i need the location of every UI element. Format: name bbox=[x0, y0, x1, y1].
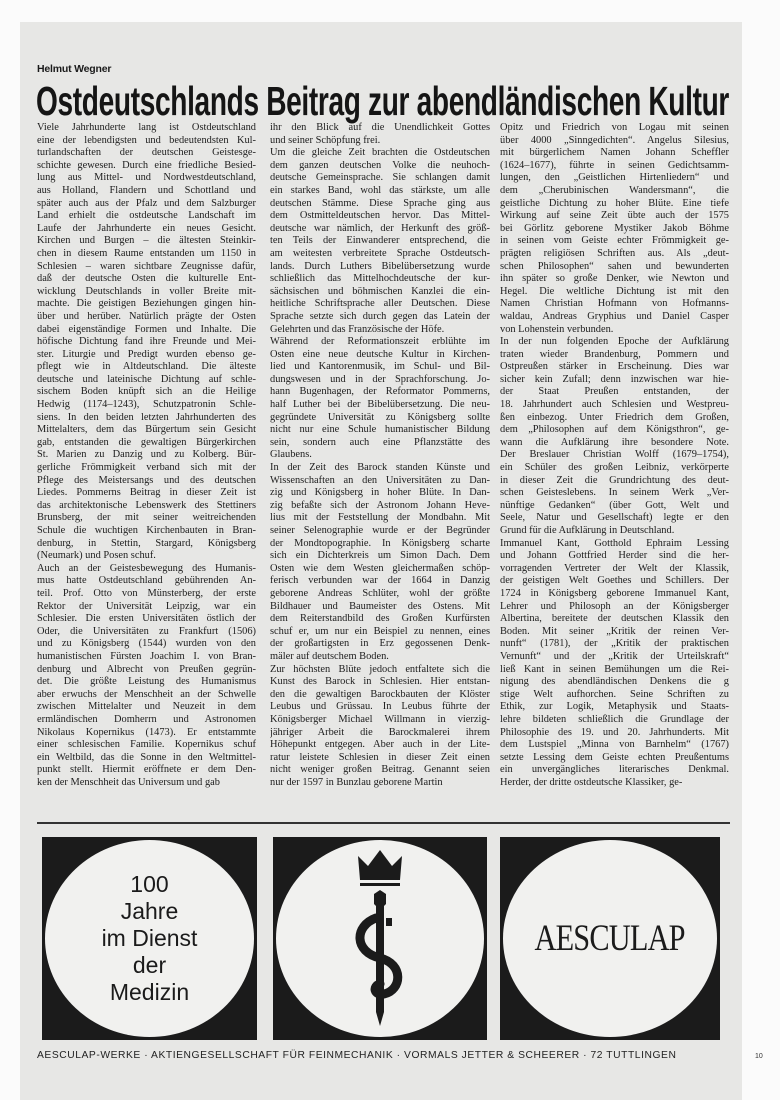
text-line: deutschen Stämme. Diese Sprache ging aus bbox=[270, 197, 490, 209]
text-line: dungswesen und in der Sprachforschung. Jo- bbox=[270, 373, 490, 385]
text-line: ein Schüler des großen Leibniz, verkörperte bbox=[500, 462, 729, 474]
text-line: deutsche Gemeinsprache. Sie schlangen damit bbox=[270, 172, 490, 184]
jubilee-line: Jahre bbox=[120, 898, 179, 924]
text-line: wann die Aufklärung ihre besondere Note. bbox=[500, 436, 729, 448]
text-line: Namen Christian Hofmann von Hofmanns- bbox=[500, 298, 729, 310]
text-line: Boden. Mit seiner „Kritik der reinen Ver- bbox=[500, 625, 729, 637]
ad-panel-brand bbox=[500, 837, 720, 1040]
ad-oval bbox=[45, 840, 254, 1037]
crowned-staff-serpent-icon bbox=[340, 844, 420, 1034]
text-line: lands. Durch Luthers Bibelübersetzung wurde bbox=[270, 260, 490, 272]
text-line: In der Zeit des Barock standen Künste und bbox=[270, 462, 490, 474]
text-line: ein Weltbild, das die Sonne in den Weltmittel- bbox=[37, 751, 256, 763]
page-number: 10 bbox=[755, 1053, 763, 1060]
text-line: lied und Kantorenmusik, im Schul- und Bil- bbox=[270, 361, 490, 373]
text-line: Während der Reformationszeit erblühte im bbox=[270, 336, 490, 348]
text-line: aus Holland, Flandern und Schottland und bbox=[37, 184, 256, 196]
brand-logo: AESCULAP bbox=[534, 918, 686, 959]
divider-rule bbox=[37, 822, 730, 824]
text-line: traten wieder Brandenburg, Pommern und bbox=[500, 348, 729, 360]
text-line: mit bürgerlichem Namen Johann Scheffler bbox=[500, 147, 729, 159]
text-line: schließlich das Mittelhochdeutsche der kur- bbox=[270, 273, 490, 285]
text-line: nicht weniger großen Beitrag. Genannt seien bbox=[270, 764, 490, 776]
text-line: das architektonische Lebenswerk des Stettiners bbox=[37, 499, 256, 511]
staff-serpent-icon bbox=[360, 890, 398, 1026]
text-line: dem ganzen deutschen Volke die neuhoch- bbox=[270, 159, 490, 171]
text-line: der geistigen Welt Goethes und Schillers. Der bbox=[500, 575, 729, 587]
text-line: hann Bugenhagen, der Reformator Pommerns, bbox=[270, 386, 490, 398]
text-line: Kunst des Barock in Schlesien. Hier entstan- bbox=[270, 676, 490, 688]
text-line: von Lohenstein verbunden. bbox=[500, 323, 614, 335]
ad-panel-emblem bbox=[273, 837, 487, 1040]
text-line: der großartigsten in Erz gegossenen Denk- bbox=[270, 638, 490, 650]
text-line: heitliche Schriftsprache aller Deutschen. Diese bbox=[270, 298, 490, 310]
text-line: machte. Die geistigen Beziehungen gingen hin- bbox=[37, 298, 256, 310]
ad-oval bbox=[276, 840, 484, 1037]
text-line: später auch aus der Pfalz und dem Salzburger bbox=[37, 197, 256, 209]
text-line: über und herüber. Natürlich prägte der Osten bbox=[37, 310, 256, 322]
text-line: Wissenschaften an den Universitäten zu Dan- bbox=[270, 474, 490, 486]
text-line: dabei eigenständige Formen und Inhalte. Die bbox=[37, 323, 256, 335]
text-line: punkt stellt. Hiermit eröffnete er dem Den- bbox=[37, 764, 256, 776]
text-line: sein, sondern auch eine Pflanzstätte des bbox=[270, 436, 490, 448]
text-line: 18. Jahrhundert auch Schlesien und Westpreu- bbox=[500, 399, 729, 411]
text-line: Schlesier. Die ersten Universitäten östlich der bbox=[37, 613, 256, 625]
text-line: gab, entstanden die gewaltigen Bürgerkirchen bbox=[37, 436, 256, 448]
text-line: schen Philosophen“ sahen und bewunderten bbox=[500, 260, 729, 272]
text-line: eine der lebendigsten und bedeutendsten Kul- bbox=[37, 134, 256, 146]
text-line: Der Breslauer Christian Wolff (1679–1754), bbox=[500, 449, 729, 461]
text-line: Laufe der Jahrhunderte ein neues Gesicht. bbox=[37, 222, 256, 234]
text-line: geborene Andreas Schlüter, wohl der größte bbox=[270, 587, 490, 599]
text-line: zig befaßte sich der Astronom Johann Heve- bbox=[270, 499, 490, 511]
text-line: ihr den Blick auf die Unendlichkeit Gottes bbox=[270, 122, 490, 133]
text-line: Osten eine neue deutsche Kultur in Kirchen- bbox=[270, 348, 490, 360]
text-line: ratur leistete Schlesien in dieser Zeit einen bbox=[270, 751, 490, 763]
text-line: Philosophie des 19. und 20. Jahrhunderts. Mit bbox=[500, 726, 729, 738]
text-line: nicht nur eine Schule humanistischer Bildung bbox=[270, 424, 490, 436]
text-line: denburg, in Stettin, Stargard, Königsberg bbox=[37, 537, 256, 549]
text-line: gerliche Frömmigkeit verband sich mit der bbox=[37, 462, 256, 474]
text-line: stige Welt aufhorchen. Seine Schriften zu bbox=[500, 688, 729, 700]
text-line: sicher kein Zufall; denn inzwischen war hie- bbox=[500, 373, 729, 385]
text-line: gegründete Universität zu Königsberg sollte bbox=[270, 411, 490, 423]
text-line: pflegt wie in Altdeutschland. Die älteste bbox=[37, 361, 256, 373]
text-line: humanistischen Fürsten Joachim I. von Bran- bbox=[37, 650, 256, 662]
author-name: Helmut Wegner bbox=[37, 63, 112, 75]
text-line: Glaubens. bbox=[270, 449, 312, 461]
text-line: Kirchen und Burgen – die ältesten Steinkir- bbox=[37, 235, 256, 247]
text-line: Mittelalters, dem das Bürgertum sein Gesicht bbox=[37, 424, 256, 436]
text-line: ein unvergängliches literarisches Denkmal. bbox=[500, 764, 729, 776]
text-line: Viele Jahrhunderte lang ist Ostdeutschland bbox=[37, 122, 256, 133]
text-line: dem Lustspiel „Minna von Barnhelm“ (1767) bbox=[500, 739, 729, 751]
text-line: Rektor der Universität Leipzig, war ein bbox=[37, 600, 256, 612]
text-line: Liedes. Pommerns Beitrag in dieser Zeit ist bbox=[37, 487, 256, 499]
text-line: denburg und Albrecht von Preußen gegrün- bbox=[37, 663, 256, 675]
text-line: dem „Cherubinischen Wandersmann“, die bbox=[500, 184, 729, 196]
text-line: dem Reiterstandbild des Großen Kurfürsten bbox=[270, 613, 490, 625]
text-line: nur der 1597 in Bunzlau geborene Martin bbox=[270, 776, 443, 788]
text-line: Gelehrten und das Französische der Höfe. bbox=[270, 323, 445, 335]
text-column-1 bbox=[37, 122, 256, 789]
text-line: ferisch verbunden war der 1664 in Danzig bbox=[270, 575, 490, 587]
text-line: Opitz und Friedrich von Logau mit seinen bbox=[500, 122, 729, 133]
text-line: deutsche war nämlich, der Herkunft des größ- bbox=[270, 222, 490, 234]
text-line: aber erwuchs der Menschheit an der Schwelle bbox=[37, 688, 256, 700]
jubilee-text bbox=[102, 871, 198, 1006]
text-line: Lehrer und Philosoph an der Königsberger bbox=[500, 600, 729, 612]
text-line: lehre bildeten schließlich die Grundlage der bbox=[500, 713, 729, 725]
text-line: (Neumark) und Posen schuf. bbox=[37, 550, 156, 562]
text-line: bei Görlitz geborene Mystiker Jakob Böhme bbox=[500, 222, 729, 234]
text-line: ihn später so große Denker, wie Newton und bbox=[500, 273, 729, 285]
text-line: half Luther bei der Bibelübersetzung. Die neu- bbox=[270, 399, 490, 411]
text-line: mäler auf deutschem Boden. bbox=[270, 650, 389, 662]
text-line: Nikolaus Kopernikus (1473). Er entstammte bbox=[37, 726, 256, 738]
text-line: Auch an der Geistesbewegung des Humanis- bbox=[37, 562, 256, 574]
text-line: jähriger Arbeit die Barockmalerei ihrem bbox=[270, 726, 490, 738]
text-line: Bildhauer und Baumeister des Ostens. Mit bbox=[270, 600, 490, 612]
text-line: Brunsberg, der mit seiner weitreichenden bbox=[37, 512, 256, 524]
text-line: chen in diesem Raume entstanden um 1150 in bbox=[37, 247, 256, 259]
text-line: dem „Philosophen auf dem Königsthron“, ge- bbox=[500, 424, 729, 436]
text-line: Albertina, bereitete der deutschen Klassik den bbox=[500, 613, 729, 625]
text-line: Schule die wuchtigen Kirchenbauten in Bran- bbox=[37, 525, 256, 536]
text-line: nigung des abendländischen Denkens die g bbox=[500, 676, 729, 688]
text-line: siens. In den beiden letzten Jahrhunderten des bbox=[37, 411, 256, 423]
text-line: lung aus Mittel- und Nordwestdeutschland, bbox=[37, 172, 256, 184]
text-line: 1724 in Königsberg geborene Immanuel Kant, bbox=[500, 587, 729, 599]
text-line: zwischen Mittelalter und Neuzeit in dem bbox=[37, 701, 256, 713]
jubilee-line: 100 bbox=[130, 871, 169, 897]
text-line: in dieser Zeit die Grundrichtung des deut- bbox=[500, 474, 729, 486]
text-line: sischem Boden knüpft sich an die Heilige bbox=[37, 386, 256, 398]
text-line: einer schlesischen Familie. Kopernikus schuf bbox=[37, 739, 256, 751]
text-line: prägten religiösen Schriften aus. Als „deut- bbox=[500, 247, 729, 259]
text-line: Ostpreußen stärker in Erscheinung. Dies war bbox=[500, 361, 729, 373]
text-line: deutsche und lateinische Dichtung auf schle- bbox=[37, 373, 256, 385]
text-line: lungen, den „Geistlichen Hirtenliedern“ und bbox=[500, 172, 729, 184]
text-line: Immanuel Kant, Gotthold Ephraim Lessing bbox=[500, 537, 729, 549]
text-line: und Johann Gottfried Herder sind die her- bbox=[500, 550, 729, 562]
text-line: über 4000 „Sinngedichten“. Angelus Silesius, bbox=[500, 134, 729, 146]
text-line: ermländischen Domherrn und Astronomen bbox=[37, 713, 256, 725]
text-line: am weitesten verbreitete Sprache Ostdeutsch- bbox=[270, 247, 490, 259]
jubilee-line: im Dienst bbox=[101, 925, 198, 951]
text-line: geistliche Dichtung zu hoher Blüte. Eine tiefe bbox=[500, 197, 729, 209]
text-line: St. Marien zu Danzig und zu Kolberg. Bür- bbox=[37, 449, 256, 461]
text-line: Vernunft“ und der „Kritik der Urteilskraft“ bbox=[500, 650, 729, 662]
text-line: Land erhielt die ostdeutsche Landschaft im bbox=[37, 210, 256, 222]
text-line: Herder, der dritte ostdeutsche Klassiker, ge- bbox=[500, 776, 683, 788]
text-line: Seele, Natur und Gesellschaft) legte er den bbox=[500, 512, 729, 524]
text-line: Pflege des Meistersangs und des deutschen bbox=[37, 474, 256, 486]
text-line: ein starkes Band, wohl das stärkste, um alle bbox=[270, 184, 490, 196]
text-line: ken der Menschheit das Universum und gab bbox=[37, 776, 220, 788]
text-line: nunft“ (1781), der „Kritik der praktischen bbox=[500, 638, 729, 650]
text-line: schen Geisteslebens. In seinem Werk „Ver- bbox=[500, 487, 729, 499]
text-line: ster. Liturgie und Predigt wurden ebenso ge- bbox=[37, 348, 256, 360]
text-line: (1624–1677), führte in seinen Gedichtsamm- bbox=[500, 159, 729, 171]
text-line: ten Teils der Einwanderer entsprechend, die bbox=[270, 235, 490, 247]
text-line: dem Ostmitteldeutschen hervor. Das Mittel- bbox=[270, 210, 490, 222]
text-line: turlandschaften der deutschen Geistesge- bbox=[37, 147, 256, 159]
text-line: ßen einbezog. Unter Friedrich dem Großen, bbox=[500, 411, 729, 423]
text-line: Leubus und Grüssau. In Leubus führte der bbox=[270, 701, 490, 713]
text-line: schuf er, um nur ein Beispiel zu nennen, eines bbox=[270, 625, 490, 637]
jubilee-line: Medizin bbox=[109, 979, 190, 1005]
text-line: schichte gewesen. Durch eine friedliche Besied- bbox=[37, 159, 256, 171]
text-line: sächsischen und böhmischen Kanzlei die ein- bbox=[270, 285, 490, 297]
text-line: und seiner Schöpfung frei. bbox=[270, 134, 381, 146]
text-line: lius mit der Feststellung der Mondbahn. Mit bbox=[270, 512, 490, 524]
text-line: in seinen vom Geiste echter Frömmigkeit ge- bbox=[500, 235, 729, 247]
text-line: Königsberger Michael Willmann in vierzig- bbox=[270, 713, 490, 725]
text-line: daß der deutsche Osten die kulturelle Ent- bbox=[37, 273, 256, 285]
text-line: der Staat Preußen entstanden, der bbox=[500, 386, 729, 398]
text-line: den die gewaltigen Barockbauten der Klöster bbox=[270, 688, 490, 700]
text-line: zig und Königsberg in hoher Blüte. In Dan- bbox=[270, 487, 490, 499]
text-line: Höhepunkt entgegen. Aber auch in der Lite- bbox=[270, 739, 490, 751]
article-title: Ostdeutschlands Beitrag zur abendländischen Kultur bbox=[36, 78, 729, 124]
text-line: teil. Prof. Otto von Münsterberg, der erste bbox=[37, 587, 256, 599]
text-line: Um die gleiche Zeit brachten die Ostdeutschen bbox=[270, 147, 490, 159]
ad-panel-jubilee bbox=[42, 837, 257, 1040]
text-line: Grund für die Aufklärung in Deutschland. bbox=[500, 525, 675, 536]
text-column-3 bbox=[500, 122, 729, 789]
text-line: vorragenden Vertreter der Welt der Klassik, bbox=[500, 562, 729, 574]
text-line: Wirkung auf seine Zeit übte auch der 1575 bbox=[500, 210, 729, 222]
text-line: Hegel. Die weltliche Dichtung ist mit den bbox=[500, 285, 729, 297]
text-line: Hedwig (1174–1243), Schutzpatronin Schle- bbox=[37, 399, 256, 411]
ad-footer: AESCULAP-WERKE · AKTIENGESELLSCHAFT FÜR FEINMECHANIK · VORMALS JETTER & SCHEERER · 72 TUTTLINGEN bbox=[37, 1050, 677, 1061]
text-line: sich ein Dichterkreis um Simon Dach. Dem bbox=[270, 550, 490, 562]
text-line: ließ Kant in seinen Bemühungen um die Rei- bbox=[500, 663, 729, 675]
text-line: Zur höchsten Blüte jedoch entfaltete sich die bbox=[270, 663, 490, 675]
text-line: Sprache setzte sich durch gegen das Latein der bbox=[270, 310, 490, 322]
text-line: seiner Selenographie wurde er der Begründer bbox=[270, 525, 490, 536]
text-line: mus hatte Ostdeutschland gebührenden An- bbox=[37, 575, 256, 587]
ad-oval bbox=[503, 840, 717, 1037]
text-line: Ethik, zur Logik, Metaphysik und Staats- bbox=[500, 701, 729, 713]
text-line: der Mondtopographie. In Königsberg scharte bbox=[270, 537, 490, 549]
text-line: setzte Lessing dem Geiste echten Preußentums bbox=[500, 751, 729, 763]
text-line: und zu Königsberg (1544) wurden von den bbox=[37, 638, 256, 650]
jubilee-line: der bbox=[132, 952, 167, 978]
text-line: Schlesien – waren sichtbare Zeugnisse dafür, bbox=[37, 260, 256, 272]
text-line: In der nun folgenden Epoche der Aufklärung bbox=[500, 336, 729, 348]
crown-icon bbox=[358, 850, 402, 886]
text-line: höfische Dichtung fand ihre Freunde und Mei- bbox=[37, 336, 256, 348]
text-line: wicklung Deutschlands in voller Breite mit- bbox=[37, 285, 256, 297]
text-line: waldau, Andreas Gryphius und Daniel Casper bbox=[500, 310, 729, 322]
text-line: Oder, die Universitäten zu Frankfurt (1506) bbox=[37, 625, 256, 637]
text-line: Osten wie dem Westen gleichermaßen schöp- bbox=[270, 562, 490, 574]
text-line: nünftige Gedanken“ (über Gott, Welt und bbox=[500, 499, 729, 511]
text-line: det. Die größte Leistung des Humanismus bbox=[37, 676, 256, 688]
text-column-2 bbox=[270, 122, 490, 789]
